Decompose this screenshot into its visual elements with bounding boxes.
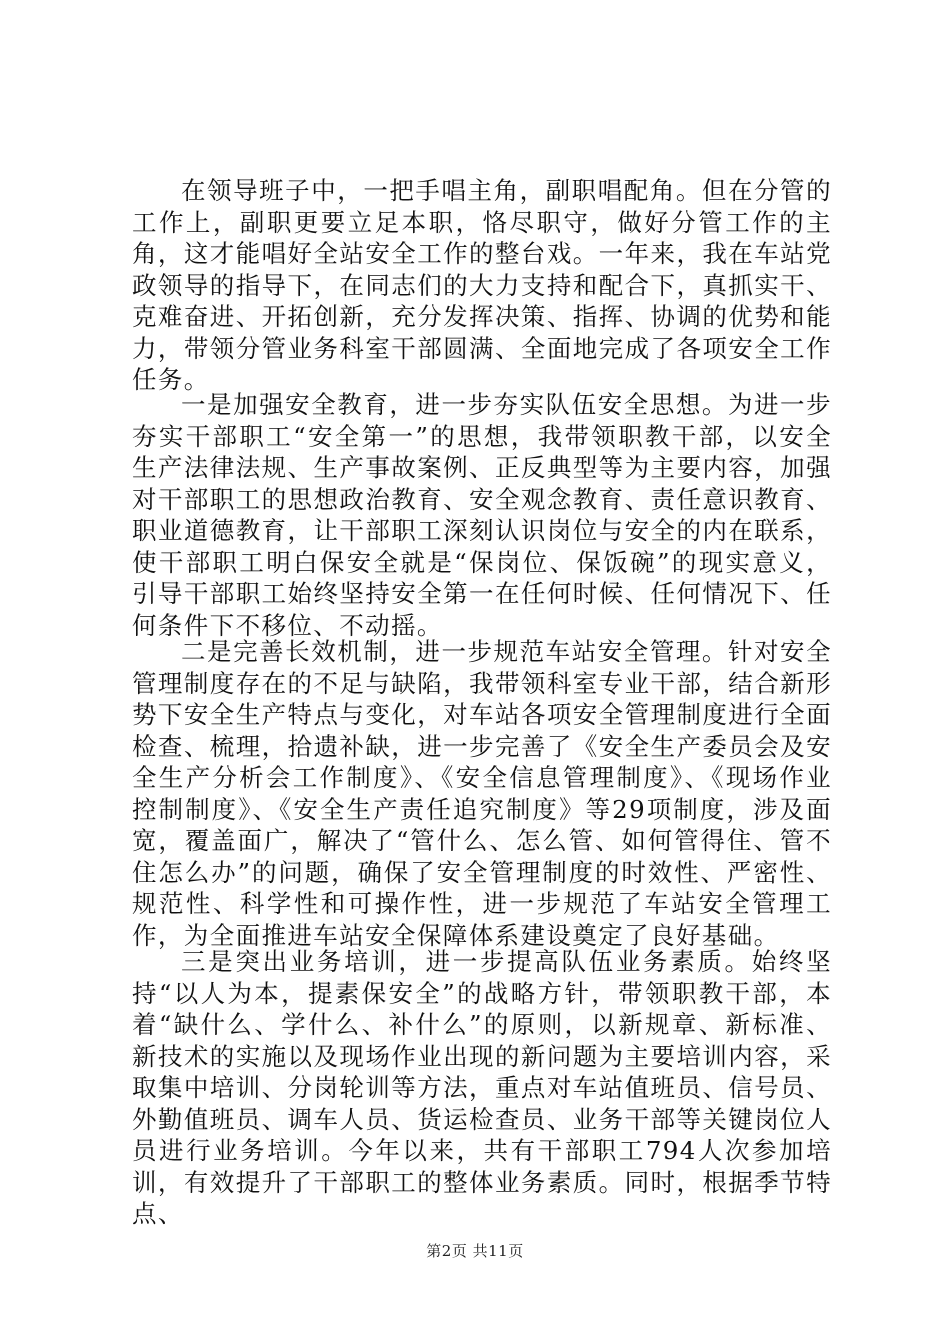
paragraph-long-term-mechanism: 二是完善长效机制，进一步规范车站安全管理。针对安全管理制度存在的不足与缺陷，我带领科室专业干部，结合新形势下安全生产特点与变化，对车站各项安全管理制度进行全面检查、梳理，拾遗补缺，进一步完善了《安全生产委员会及安全生产分析会工作制度》、《安全信息管理制度》、《现场作业控制制度》、《安全生产责任追究制度》等29项制度，涉及面宽，覆盖面广，解决了“管什么、怎么管、如何管得住、管不住怎么办”的问题，确保了安全管理制度的时效性、严密性、规范性、科学性和可操作性，进一步规范了车站安全管理工作，为全面推进车站安全保障体系建设奠定了良好基础。 xyxy=(132,637,832,950)
page-number-footer: 第2页 共11页 xyxy=(426,1242,524,1260)
paragraph-business-training: 三是突出业务培训，进一步提高队伍业务素质。始终坚持“以人为本，提素保安全”的战略方针，带领职教干部，本着“缺什么、学什么、补什么”的原则，以新规章、新标准、新技术的实施以及现场作业出现的新问题为主要培训内容，采取集中培训、分岗轮训等方法，重点对车站值班员、信号员、外勤值班员、调车人员、货运检查员、业务干部等关键岗位人员进行业务培训。今年以来，共有干部职工794人次参加培训，有效提升了干部职工的整体业务素质。同时，根据季节特点、 xyxy=(132,947,832,1228)
paragraph-safety-education: 一是加强安全教育，进一步夯实队伍安全思想。为进一步夯实干部职工“安全第一”的思想，我带领职教干部，以安全生产法律法规、生产事故案例、正反典型等为主要内容，加强对干部职工的思想政治教育、安全观念教育、责任意识教育、职业道德教育，让干部职工深刻认识岗位与安全的内在联系，使干部职工明白保安全就是“保岗位、保饭碗”的现实意义，引导干部职工始终坚持安全第一在任何时候、任何情况下、任何条件下不移位、不动摇。 xyxy=(132,390,832,640)
paragraph-leadership-role: 在领导班子中，一把手唱主角，副职唱配角。但在分管的工作上，副职更要立足本职，恪尽职守，做好分管工作的主角，这才能唱好全站安全工作的整台戏。一年来，我在车站党政领导的指导下，在同志们的大力支持和配合下，真抓实干、克难奋进、开拓创新，充分发挥决策、指挥、协调的优势和能力，带领分管业务科室干部圆满、全面地完成了各项安全工作任务。 xyxy=(132,176,832,394)
